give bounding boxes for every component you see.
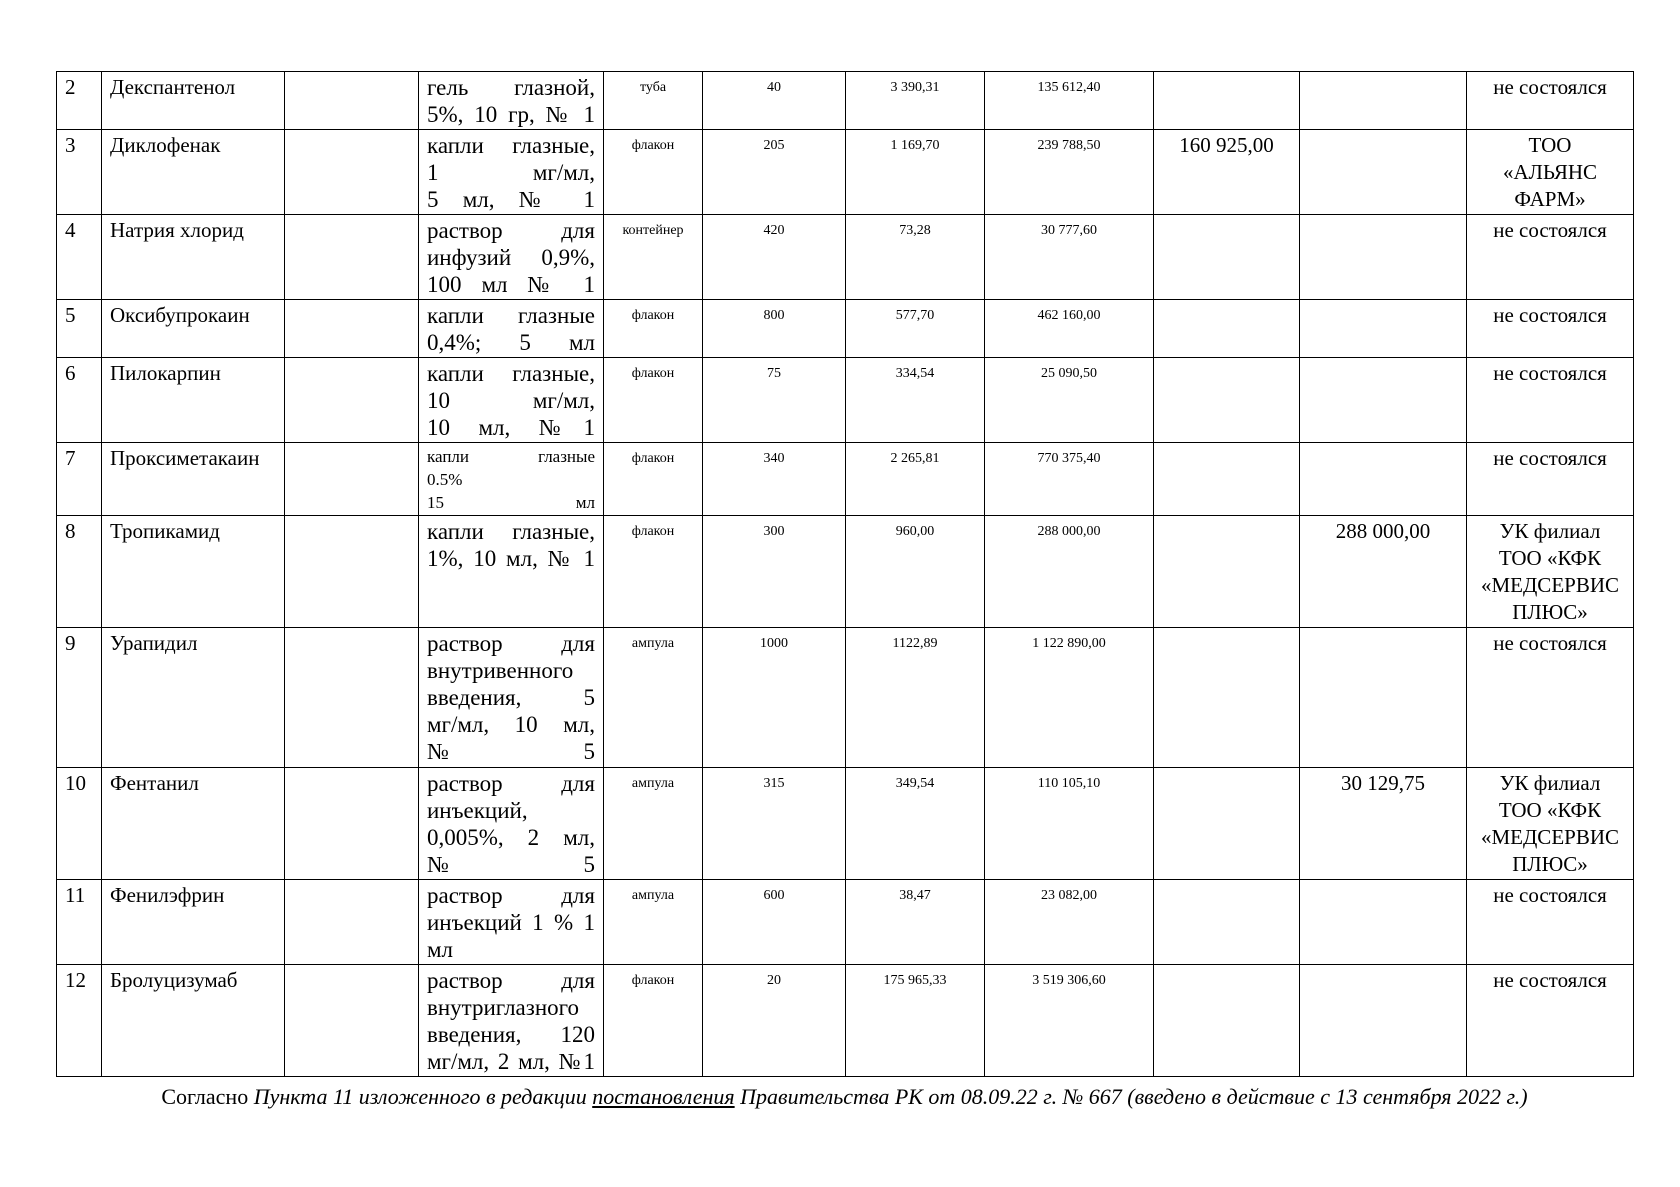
offer-price-2-cell xyxy=(1300,72,1467,130)
offer-price-1-cell xyxy=(1154,300,1300,358)
offer-price-1-cell xyxy=(1154,768,1300,880)
result-cell: УК филиал ТОО «КФК «МЕДСЕРВИС ПЛЮС» xyxy=(1467,768,1634,880)
blank-cell xyxy=(285,300,419,358)
result-cell: не состоялся xyxy=(1467,965,1634,1077)
result-cell: не состоялся xyxy=(1467,628,1634,768)
blank-cell xyxy=(285,215,419,300)
total-sum-cell: 110 105,10 xyxy=(985,768,1154,880)
row-number-cell: 11 xyxy=(57,880,102,965)
offer-price-2-cell xyxy=(1300,215,1467,300)
footnote-prefix: Согласно xyxy=(161,1084,254,1109)
unit-price-cell: 1 169,70 xyxy=(846,130,985,215)
offer-price-2-cell xyxy=(1300,880,1467,965)
dosage-form-cell: капли глазные, 1 мг/мл, 5 мл, № 1 xyxy=(419,130,604,215)
blank-cell xyxy=(285,358,419,443)
quantity-cell: 600 xyxy=(703,880,846,965)
drug-name-cell: Бролуцизумаб xyxy=(102,965,285,1077)
blank-cell xyxy=(285,443,419,516)
procurement-table xyxy=(56,71,1634,1077)
table-row xyxy=(57,215,1634,300)
unit-cell: контейнер xyxy=(604,215,703,300)
dosage-form-cell: капли глазные, 10 мг/мл, 10 мл, №1 xyxy=(419,358,604,443)
total-sum-cell: 135 612,40 xyxy=(985,72,1154,130)
unit-cell: флакон xyxy=(604,358,703,443)
unit-cell: ампула xyxy=(604,880,703,965)
quantity-cell: 20 xyxy=(703,965,846,1077)
dosage-form-cell: раствор для внутриглазного введения, 120 мг/мл, 2 мл, №1 xyxy=(419,965,604,1077)
result-cell: не состоялся xyxy=(1467,880,1634,965)
offer-price-1-cell xyxy=(1154,358,1300,443)
blank-cell xyxy=(285,628,419,768)
row-number-cell: 5 xyxy=(57,300,102,358)
table-row xyxy=(57,628,1634,768)
result-cell: не состоялся xyxy=(1467,300,1634,358)
result-cell: УК филиал ТОО «КФК «МЕДСЕРВИС ПЛЮС» xyxy=(1467,516,1634,628)
unit-price-cell: 1122,89 xyxy=(846,628,985,768)
drug-name-cell: Диклофенак xyxy=(102,130,285,215)
drug-name-cell: Декспантенол xyxy=(102,72,285,130)
quantity-cell: 315 xyxy=(703,768,846,880)
row-number-cell: 6 xyxy=(57,358,102,443)
result-cell: не состоялся xyxy=(1467,358,1634,443)
total-sum-cell: 23 082,00 xyxy=(985,880,1154,965)
row-number-cell: 2 xyxy=(57,72,102,130)
unit-price-cell: 2 265,81 xyxy=(846,443,985,516)
quantity-cell: 340 xyxy=(703,443,846,516)
offer-price-2-cell xyxy=(1300,358,1467,443)
unit-cell: флакон xyxy=(604,516,703,628)
blank-cell xyxy=(285,72,419,130)
blank-cell xyxy=(285,130,419,215)
unit-price-cell: 3 390,31 xyxy=(846,72,985,130)
table-row xyxy=(57,516,1634,628)
offer-price-1-cell xyxy=(1154,72,1300,130)
blank-cell xyxy=(285,768,419,880)
offer-price-1-cell xyxy=(1154,628,1300,768)
quantity-cell: 40 xyxy=(703,72,846,130)
unit-price-cell: 73,28 xyxy=(846,215,985,300)
result-cell: не состоялся xyxy=(1467,72,1634,130)
row-number-cell: 7 xyxy=(57,443,102,516)
table-row xyxy=(57,965,1634,1077)
row-number-cell: 8 xyxy=(57,516,102,628)
table-row xyxy=(57,358,1634,443)
quantity-cell: 800 xyxy=(703,300,846,358)
result-cell: не состоялся xyxy=(1467,443,1634,516)
offer-price-2-cell xyxy=(1300,965,1467,1077)
dosage-form-cell: раствор для инъекций 1 % 1 мл xyxy=(419,880,604,965)
result-cell: ТОО «АЛЬЯНС ФАРМ» xyxy=(1467,130,1634,215)
table-row xyxy=(57,300,1634,358)
dosage-form-cell: раствор для инфузий 0,9%, 100 мл № 1 xyxy=(419,215,604,300)
total-sum-cell: 30 777,60 xyxy=(985,215,1154,300)
drug-name-cell: Фенилэфрин xyxy=(102,880,285,965)
drug-name-cell: Пилокарпин xyxy=(102,358,285,443)
drug-name-cell: Фентанил xyxy=(102,768,285,880)
unit-cell: флакон xyxy=(604,300,703,358)
offer-price-2-cell xyxy=(1300,130,1467,215)
footnote-italic-1: Пункта 11 изложенного в редакции xyxy=(253,1084,593,1109)
unit-price-cell: 960,00 xyxy=(846,516,985,628)
drug-name-cell: Урапидил xyxy=(102,628,285,768)
offer-price-2-cell xyxy=(1300,300,1467,358)
row-number-cell: 3 xyxy=(57,130,102,215)
offer-price-2-cell: 30 129,75 xyxy=(1300,768,1467,880)
total-sum-cell: 239 788,50 xyxy=(985,130,1154,215)
row-number-cell: 4 xyxy=(57,215,102,300)
unit-price-cell: 334,54 xyxy=(846,358,985,443)
total-sum-cell: 25 090,50 xyxy=(985,358,1154,443)
quantity-cell: 75 xyxy=(703,358,846,443)
total-sum-cell: 1 122 890,00 xyxy=(985,628,1154,768)
blank-cell xyxy=(285,880,419,965)
unit-cell: флакон xyxy=(604,443,703,516)
table-row xyxy=(57,443,1634,516)
blank-cell xyxy=(285,965,419,1077)
dosage-form-cell: гель глазной, 5%, 10 гр, № 1 xyxy=(419,72,604,130)
unit-price-cell: 577,70 xyxy=(846,300,985,358)
row-number-cell: 10 xyxy=(57,768,102,880)
dosage-form-cell: раствор для инъекций, 0,005%, 2 мл, №5 xyxy=(419,768,604,880)
quantity-cell: 1000 xyxy=(703,628,846,768)
unit-cell: туба xyxy=(604,72,703,130)
offer-price-1-cell xyxy=(1154,215,1300,300)
offer-price-2-cell: 288 000,00 xyxy=(1300,516,1467,628)
total-sum-cell: 3 519 306,60 xyxy=(985,965,1154,1077)
table-row xyxy=(57,72,1634,130)
unit-cell: флакон xyxy=(604,965,703,1077)
offer-price-1-cell xyxy=(1154,965,1300,1077)
unit-price-cell: 349,54 xyxy=(846,768,985,880)
offer-price-2-cell xyxy=(1300,628,1467,768)
drug-name-cell: Натрия хлорид xyxy=(102,215,285,300)
unit-cell: ампула xyxy=(604,628,703,768)
unit-price-cell: 175 965,33 xyxy=(846,965,985,1077)
offer-price-1-cell: 160 925,00 xyxy=(1154,130,1300,215)
quantity-cell: 420 xyxy=(703,215,846,300)
drug-name-cell: Оксибупрокаин xyxy=(102,300,285,358)
table-row xyxy=(57,880,1634,965)
result-cell: не состоялся xyxy=(1467,215,1634,300)
total-sum-cell: 288 000,00 xyxy=(985,516,1154,628)
quantity-cell: 205 xyxy=(703,130,846,215)
unit-cell: ампула xyxy=(604,768,703,880)
blank-cell xyxy=(285,516,419,628)
dosage-form-cell: капли глазные 0,4%; 5 мл xyxy=(419,300,604,358)
dosage-form-cell: капли глазные 0.5% 15 мл xyxy=(419,443,604,516)
legal-footnote xyxy=(56,1084,1633,1110)
offer-price-1-cell xyxy=(1154,443,1300,516)
total-sum-cell: 770 375,40 xyxy=(985,443,1154,516)
drug-name-cell: Проксиметакаин xyxy=(102,443,285,516)
drug-name-cell: Тропикамид xyxy=(102,516,285,628)
footnote-italic-2: Правительства РК от 08.09.22 г. № 667 (введено в действие с 13 сентября 2022 г.) xyxy=(734,1084,1528,1109)
dosage-form-cell: капли глазные, 1%, 10 мл, № 1 xyxy=(419,516,604,628)
row-number-cell: 9 xyxy=(57,628,102,768)
quantity-cell: 300 xyxy=(703,516,846,628)
unit-price-cell: 38,47 xyxy=(846,880,985,965)
offer-price-1-cell xyxy=(1154,516,1300,628)
dosage-form-cell: раствор для внутривенного введения, 5 мг/мл, 10 мл, №5 xyxy=(419,628,604,768)
table-body xyxy=(57,72,1634,1077)
table-row xyxy=(57,130,1634,215)
total-sum-cell: 462 160,00 xyxy=(985,300,1154,358)
table-row xyxy=(57,768,1634,880)
resolution-link[interactable]: постановления xyxy=(592,1084,735,1109)
row-number-cell: 12 xyxy=(57,965,102,1077)
unit-cell: флакон xyxy=(604,130,703,215)
offer-price-1-cell xyxy=(1154,880,1300,965)
offer-price-2-cell xyxy=(1300,443,1467,516)
